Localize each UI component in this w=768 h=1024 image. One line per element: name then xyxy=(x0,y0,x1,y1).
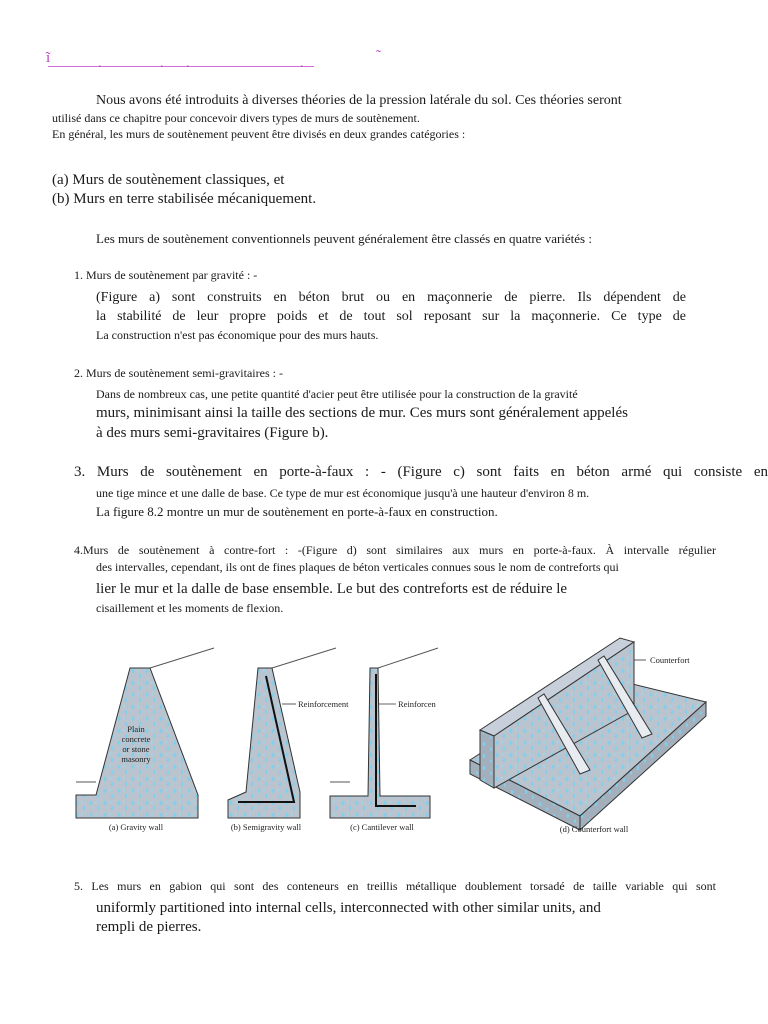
intro-line-3: En général, les murs de soutènement peuvent être divisés en deux grandes catégories : xyxy=(52,127,466,141)
item-1-title: 1. Murs de soutènement par gravité : - xyxy=(74,268,258,282)
item-2-title: 2. Murs de soutènement semi-gravitaires : - xyxy=(74,366,283,380)
gravity-wall-drawing xyxy=(76,648,214,818)
item-4-line-4: cisaillement et les moments de flexion. xyxy=(96,601,284,615)
intro-line-1: Nous avons été introduits à diverses théories de la pression latérale du sol. Ces théories seront xyxy=(96,93,622,108)
category-b: (b) Murs en terre stabilisée mécaniquement. xyxy=(52,191,317,207)
gravity-label: or stone xyxy=(122,744,150,754)
item-5-line-2: uniformly partitioned into internal cells, interconnected with other similar units, and xyxy=(96,900,601,916)
caption-a: (a) Gravity wall xyxy=(108,822,164,832)
cantilever-wall-drawing xyxy=(330,648,438,818)
gravity-label: concrete xyxy=(121,734,151,744)
item-2-line-1: Dans de nombreux cas, une petite quantité d'acier peut être utilisée pour la construction de la gravité xyxy=(96,387,578,401)
gravity-label: masonry xyxy=(121,754,151,764)
intro-line-2: utilisé dans ce chapitre pour concevoir divers types de murs de soutènement. xyxy=(52,111,420,125)
item-4-line-1: 4.Murs de soutènement à contre-fort : -(Figure d) sont similaires aux murs en porte-à-faux. À intervalle régulier xyxy=(74,543,716,557)
reinforcement-label-c: Reinforcen xyxy=(398,699,436,709)
category-a: (a) Murs de soutènement classiques, et xyxy=(52,172,285,188)
item-3-line-1: 3. Murs de soutènement en porte-à-faux : - (Figure c) sont faits en béton armé qui consiste en xyxy=(74,464,768,480)
semigravity-wall-drawing xyxy=(228,648,349,818)
gravity-label: Plain xyxy=(127,724,145,734)
item-5-line-3: rempli de pierres. xyxy=(96,919,202,935)
item-1-line-2: la stabilité de leur propre poids et de tout sol reposant sur la maçonnerie. Ce type de xyxy=(96,309,686,324)
item-4-line-2: des intervalles, cependant, ils ont de fines plaques de béton verticales connues sous le nom de contreforts qui xyxy=(96,560,619,574)
item-1-line-3: La construction n'est pas économique pour des murs hauts. xyxy=(96,328,379,342)
item-2-line-2: murs, minimisant ainsi la taille des sections de mur. Ces murs sont généralement appelés xyxy=(96,405,628,421)
item-5-line-1: 5. Les murs en gabion qui sont des conteneurs en treillis métallique doublement torsadé de taille variable qui sont xyxy=(74,879,716,893)
item-3-line-2: une tige mince et une dalle de base. Ce type de mur est économique jusqu'à une hauteur d'environ 8 m. xyxy=(96,486,590,500)
item-2-line-3: à des murs semi-gravitaires (Figure b). xyxy=(96,425,329,441)
heading-dot: . xyxy=(300,56,304,71)
heading-dot: . xyxy=(160,56,164,71)
heading-dot: . xyxy=(186,56,190,71)
heading-glyph-right: ˜ xyxy=(376,48,381,64)
item-3-line-3: La figure 8.2 montre un mur de soutènement en porte-à-faux en construction. xyxy=(96,504,498,519)
item-1-line-1: (Figure a) sont construits en béton brut ou en maçonnerie de pierre. Ils dépendent de xyxy=(96,290,686,305)
item-4-line-3: lier le mur et la dalle de base ensemble. Le but des contreforts est de réduire le xyxy=(96,581,568,597)
caption-c: (c) Cantilever wall xyxy=(350,822,414,832)
reinforcement-label-b: Reinforcement xyxy=(298,699,349,709)
conventional-intro: Les murs de soutènement conventionnels peuvent généralement être classés en quatre variétés : xyxy=(96,231,592,246)
counterfort-label: Counterfort xyxy=(650,655,690,665)
counterfort-wall-drawing xyxy=(470,638,706,830)
caption-d: (d) Counterfort wall xyxy=(559,824,629,834)
retaining-walls-figure xyxy=(60,620,768,852)
caption-b: (b) Semigravity wall xyxy=(230,822,302,832)
heading-underline xyxy=(48,66,314,67)
heading-glyph-left: ĩ xyxy=(46,50,51,66)
heading-dot: . xyxy=(98,56,102,71)
